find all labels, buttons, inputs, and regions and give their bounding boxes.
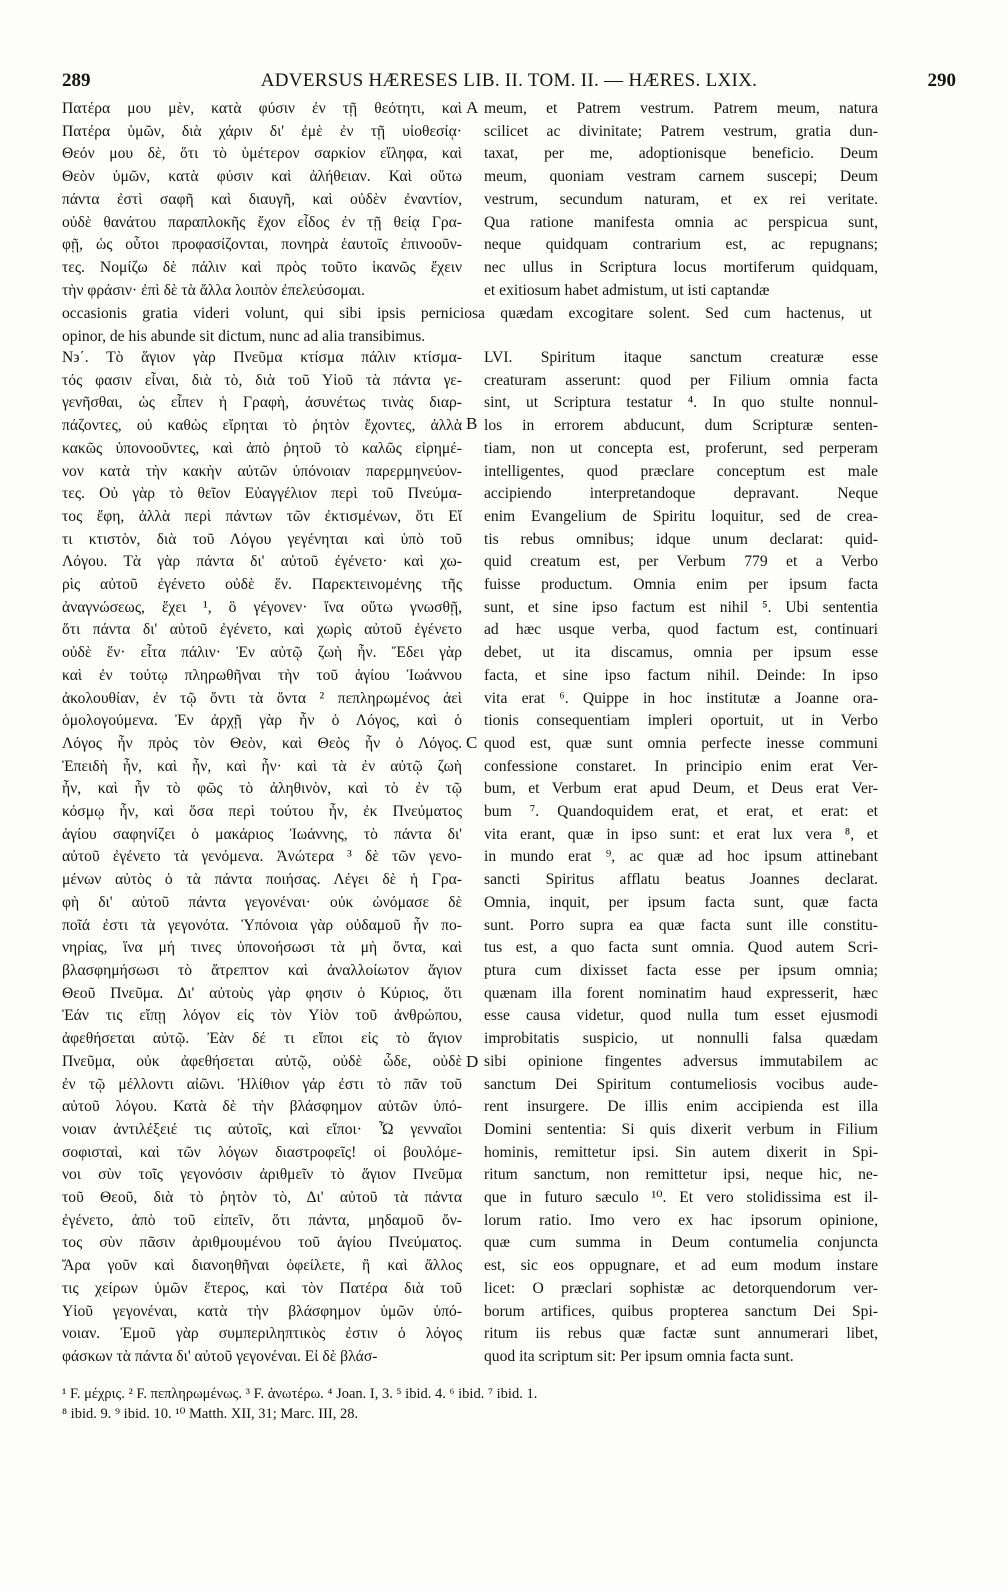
text-line: enim Evangelium de Spiritu loquitur, sed de crea- — [484, 507, 878, 525]
text-line: νοιαν ἀντιλέξειέ τις αὐτοῖς, καὶ εἴποι· Ὦ γενναῖοι — [62, 1120, 462, 1138]
text-line: μένων αὐτὸς ὁ τὰ πάντα ποιήσας. Λέγει δὲ ἡ Γρα- — [62, 871, 462, 889]
text-line: quod ita scriptum sit: Per ipsum omnia facta sunt. — [484, 1347, 794, 1365]
text-line: Θεοῦ Πνεῦμα. Δι' αὐτοὺς γὰρ φησιν ὁ Κύριος, ὅτι — [62, 984, 462, 1002]
text-line: intelligentes, quod præclare conceptum est male — [484, 462, 878, 480]
text-line: νον κατὰ τὴν κακὴν αὐτῶν ὑπόνοιαν παρερμηνεύον- — [62, 462, 462, 480]
text-line: tiam, non ut concepta est, proferunt, sed perperam — [484, 439, 878, 457]
text-line: bum, et Verbum erat apud Deum, et Deus erat Ver- — [484, 780, 878, 798]
margin-marker-b: B — [466, 414, 478, 433]
footnote-line: ¹ F. μέχρις. ² F. πεπληρωμένως. ³ F. ἀνωτέρω. ⁴ Joan. I, 3. ⁵ ibid. 4. ⁶ ibid. ⁷ ibid. 1. — [62, 1386, 538, 1402]
text-line: opinor, de his abunde sit dictum, nunc ad alia transibimus. — [62, 327, 426, 345]
text-line: Λόγος ἦν πρὸς τὸν Θεὸν, καὶ Θεὸς ἦν ὁ Λόγος. — [62, 734, 462, 752]
text-line: ρὶς αὐτοῦ ἐγένετο οὐδὲ ἕν. Παρεκτεινομένης τῆς — [62, 576, 462, 594]
text-line: tionis consequentiam impleri oportuit, ut in Verbo — [484, 712, 878, 730]
text-line: meum, quoniam vestram carnem suscepi; Deum — [484, 168, 878, 186]
text-line: licet: O præclari sophistæ ac detorquendorum ver- — [484, 1279, 878, 1297]
text-line: sibi opinione fingentes adversus immutabilem ac — [484, 1052, 878, 1070]
greek-column-top — [62, 98, 462, 302]
text-line: vita erat ⁶. Quippe in hoc institutæ a Joanne ora- — [484, 689, 878, 707]
text-line: tis rebus omnibus; idque unum declarat: quid- — [484, 530, 878, 548]
running-header — [62, 70, 956, 96]
text-line: accipiendo interpretandoque depravant. Neque — [484, 485, 878, 503]
text-line: τες. Νομίζω δὲ πάλιν καὶ πρὸς τοῦτο ἱκανῶς ἔχειν — [62, 258, 462, 276]
text-line: sanctum Dei Spiritum contumeliosis vocibus aude- — [484, 1075, 878, 1093]
text-line: taxat, per me, adoptionisque beneficio. Deum — [484, 145, 878, 163]
latin-column-main — [484, 347, 878, 1369]
text-line: πάντα ἐστὶ σαφῆ καὶ διαυγῆ, καὶ οὐδὲν ἐναντίον, — [62, 190, 462, 208]
margin-marker-c: C — [466, 733, 478, 752]
text-line: ἁγίου σαφηνίζει ὁ μακάριος Ἰωάννης, τὸ πάντα δι' — [62, 825, 462, 843]
text-line: τοῦ Θεοῦ, διὰ τὸ ῥητὸν τὸ, Δι' αὐτοῦ τὰ πάντα — [62, 1189, 462, 1207]
text-line: Ἐπειδὴ ἦν, καὶ ἦν, καὶ ἦν· καὶ τὰ ἐν αὐτῷ ζωὴ — [62, 757, 462, 775]
text-line: confessione constaret. In principio enim erat Ver- — [484, 757, 878, 775]
text-line: rent insurgere. De illis enim accipienda est illa — [484, 1098, 878, 1116]
text-line: ἀκολουθίαν, ἐν τῷ ὄντι τὰ ὄντα ² πεπληρωμένος ἀεὶ — [62, 689, 462, 707]
text-line: nec ullus in Scriptura locus mortiferum quidquam, — [484, 258, 878, 276]
text-line: ὁμολογούμενα. Ἐν ἀρχῇ γὰρ ἦν ὁ Λόγος, καὶ ὁ — [62, 712, 462, 730]
text-line: νηρίας, ἵνα μή τινες ὑπονοήσωσι τὰ μὴ ὄντα, καὶ — [62, 939, 462, 957]
running-title: ADVERSUS HÆRESES LIB. II. TOM. II. — HÆRES. LXIX. — [260, 70, 758, 91]
text-line: τος ἔφη, ἀλλὰ περὶ πάντων τῶν ἐκτισμένων, ὅτι Εἴ — [62, 507, 462, 525]
text-line: καὶ ἐν τούτῳ πληρωθῆναι τὴν τοῦ ἁγίου Ἰωάννου — [62, 666, 462, 684]
full-width-paragraph — [62, 303, 872, 348]
text-line: Ἄρα γοῦν καὶ διανοηθῆναι ὀφείλετε, ἢ καὶ ἄλλος — [62, 1257, 462, 1275]
text-line: est, sic eos oppugnare, et ad eum modum instare — [484, 1257, 878, 1275]
text-line: Θεόν μου δὲ, ὅτι τὸ ὑμέτερον σαρκίον εἴληφα, καὶ — [62, 145, 462, 163]
text-line: los in errorem abducunt, dum Scripturæ senten- — [484, 417, 878, 435]
text-line: vestrum, secundum naturam, et ex rei veritate. — [484, 190, 878, 208]
text-line: τες. Οὐ γὰρ τὸ θεῖον Εὐαγγέλιον περὶ τοῦ Πνεύμα- — [62, 485, 462, 503]
text-line: que in futuro sæculo ¹⁰. Et vero stolidissima est il- — [484, 1189, 878, 1207]
text-line: lorum ratio. Imo vero ex hac ipsorum opinione, — [484, 1211, 878, 1229]
text-line: tus est, a quo facta sunt omnia. Quod autem Scri- — [484, 939, 878, 957]
text-line: ποῖά ἐστι τὰ γεγονότα. Ὑπόνοια γὰρ οὐδαμοῦ ἦν πο- — [62, 916, 462, 934]
text-line: Θεὸν ὑμῶν, κατὰ φύσιν καὶ ἀλήθειαν. Καὶ οὕτω — [62, 168, 462, 186]
text-line: debet, ut ita discamus, omnia per ipsum esse — [484, 644, 878, 662]
text-line: esse causa videtur, quod nulla tum esset ejusmodi — [484, 1007, 878, 1025]
text-line: Domini sententia: Si quis dixerit verbum in Filium — [484, 1120, 878, 1138]
text-line: οὐδὲ ἕν· εἶτα πάλιν· Ἐν αὐτῷ ζωὴ ἦν. Ἔδει γὰρ — [62, 644, 462, 662]
text-line: οὐδὲ θανάτου παραπλοκῆς ἔχον εἶδος ἐν τῇ θείᾳ Γρα- — [62, 213, 462, 231]
text-line: Πατέρα ὑμῶν, διὰ χάριν δι' ἐμὲ ἐν τῇ υἱοθεσίᾳ· — [62, 122, 462, 140]
text-line: in mundo erat ⁹, ac quæ ad hoc ipsum attinebant — [484, 848, 878, 866]
text-line: φάσκων τὰ πάντα δι' αὐτοῦ γεγονέναι. Εἰ δὲ βλάσ- — [62, 1347, 378, 1365]
text-line: fuisse productum. Omnia enim per ipsum facta — [484, 576, 878, 594]
latin-column-top — [484, 98, 878, 302]
text-line: νοιαν. Ἐμοῦ γὰρ συμπεριληπτικὸς ἐστιν ὁ λόγος — [62, 1325, 462, 1343]
text-line: νοι σὺν τοῖς γεγονόσιν ἀριθμεῖν τὸ ἅγιον Πνεῦμα — [62, 1166, 462, 1184]
text-line: τός φασιν εἶναι, διὰ τὸ, διὰ τοῦ Υἱοῦ τὰ πάντα γε- — [62, 371, 462, 389]
text-line: αὐτοῦ ἐγένετο τὰ γενόμενα. Ἀνώτερα ³ δὲ τῶν γενο- — [62, 848, 462, 866]
text-line: ritum iis rebus quæ factæ sunt annumerari libet, — [484, 1325, 878, 1343]
text-line: ptura cum dixisset facta esse per ipsum omnia; — [484, 961, 878, 979]
text-line: quid creatum est, per Verbum 779 et a Verbo — [484, 553, 878, 571]
text-line: LVI. Spiritum itaque sanctum creaturæ esse — [484, 349, 878, 366]
text-line: φὴ δι' αὐτοῦ πάντα γεγονέναι· οὐκ ὠνόμασε δὲ — [62, 893, 462, 911]
text-line: Ἐάν τις εἴπῃ λόγον εἰς τὸν Υἱὸν τοῦ ἀνθρώπου, — [62, 1007, 462, 1025]
text-line: quod est, quæ sunt omnia perfecte inesse communi — [484, 734, 878, 752]
text-line: Λόγου. Τὰ γὰρ πάντα δι' αὐτοῦ ἐγένετο· καὶ χω- — [62, 553, 462, 571]
page-number-left: 289 — [62, 70, 91, 91]
text-line: sint, ut Scriptura testatur ⁴. In quo stulte nonnul- — [484, 394, 878, 412]
text-line: neque quidquam contrarium est, ac repugnans; — [484, 236, 878, 254]
footnote-line: ⁸ ibid. 9. ⁹ ibid. 10. ¹⁰ Matth. XII, 31; Marc. III, 28. — [62, 1406, 359, 1422]
text-line: sunt, et sine ipso factum est nihil ⁵. Ubi sententia — [484, 598, 878, 616]
text-line: hominis, remittetur ipsi. Sin autem dixerit in Spi- — [484, 1143, 878, 1161]
text-line: ὅτι πάντα δι' αὐτοῦ ἐγένετο, καὶ χωρὶς αὐτοῦ ἐγένετο — [62, 621, 462, 639]
text-line: βλασφημήσωσι τὸ ἄτρεπτον καὶ ἀναλλοίωτον ἅγιον — [62, 961, 462, 979]
text-line: τι κτιστὸν, διὰ τοῦ Λόγου γεγένηται καὶ ὑπὸ τοῦ — [62, 530, 462, 548]
text-line: borum artifices, quibus propterea sanctum Dei Spi- — [484, 1302, 878, 1320]
text-line: τος σὺν πᾶσιν ἀριθμουμένου τοῦ ἁγίου Πνεύματος. — [62, 1234, 462, 1252]
page-number-right: 290 — [927, 70, 956, 91]
text-line: τὴν φράσιν· ἐπὶ δὲ τὰ ἄλλα λοιπὸν ἐπελεύσομαι. — [62, 281, 365, 299]
text-line: sancti Spiritus afflatu beatus Joannes declarat. — [484, 871, 878, 889]
text-line: creaturam asserunt: quod per Filium omnia facta — [484, 371, 878, 389]
footnotes — [62, 1384, 892, 1424]
text-line: πάζοντες, οὐ καθὼς εἴρηται τὸ ῥητὸν ἔχοντες, ἀλλὰ — [62, 417, 462, 435]
text-line: ritum sanctum, non remittetur ipsi, neque hic, ne- — [484, 1166, 878, 1184]
margin-marker-d: D — [466, 1052, 479, 1071]
text-line: Qua ratione manifesta omnia ac perspicua sunt, — [484, 213, 878, 231]
text-line: meum, et Patrem vestrum. Patrem meum, natura — [484, 100, 878, 117]
text-line: ἐν τῷ μέλλοντι αἰῶνι. Ἠλίθιον γάρ ἐστι τὸ πᾶν τοῦ — [62, 1075, 462, 1093]
text-line: Omnia, inquit, per ipsum facta sunt, quæ facta — [484, 893, 878, 911]
text-line: occasionis gratia videri volunt, qui sibi ipsis perniciosa quædam excogitare solent. Sed cum hactenus, ut — [62, 305, 872, 322]
text-line: facta, et sine ipso factum nihil. Deinde: In ipso — [484, 666, 878, 684]
text-line: Ν϶΄. Τὸ ἅγιον γὰρ Πνεῦμα κτίσμα πάλιν κτίσμα- — [62, 349, 462, 366]
text-line: ad hæc usque verba, quod factum est, continuari — [484, 621, 878, 639]
text-line: ἀναγνώσεως, ἔχει ¹, ὃ γέγονεν· ἵνα οὕτω γνωσθῇ, — [62, 598, 462, 616]
text-line: Πνεῦμα, οὐκ ἀφεθήσεται αὐτῷ, οὐδὲ ὧδε, οὐδὲ — [62, 1052, 462, 1070]
text-line: quænam illa forent nominatim haud expresserit, hæc — [484, 984, 878, 1002]
text-line: vita erant, quæ in ipso sunt: et erat lux vera ⁸, et — [484, 825, 878, 843]
text-line: Υἱοῦ γεγονέναι, κατὰ τὴν βλάσφημον ὑμῶν ὑπό- — [62, 1302, 462, 1320]
text-line: ἀφεθήσεται αὐτῷ. Ἐὰν δέ τι εἴποι εἰς τὸ ἅγιον — [62, 1030, 462, 1048]
text-line: et exitiosum habet admistum, ut isti captandæ — [484, 281, 770, 299]
text-line: bum ⁷. Quandoquidem erat, et erat, et erat: et — [484, 803, 878, 821]
text-line: κακῶς ὑπονοοῦντες, καὶ ἀπὸ ῥητοῦ τὸ καλῶς εἰρημέ- — [62, 439, 462, 457]
text-line: σοφισταὶ, καὶ τῶν λόγων διαστροφεῖς! οἱ βουλόμε- — [62, 1143, 462, 1161]
text-line: τις χείρων ὑμῶν ἕτερος, καὶ τὸν Πατέρα διὰ τοῦ — [62, 1279, 462, 1297]
text-line: αὐτοῦ λόγου. Κατὰ δὲ τὴν βλάσφημον αὐτῶν ὑπό- — [62, 1098, 462, 1116]
text-line: κόσμῳ ἦν, καὶ ὅσα περὶ τούτου ἦν, ἐκ Πνεύματος — [62, 803, 462, 821]
text-line: ἐγένετο, ἀπὸ τοῦ εἰπεῖν, ὅτι πάντα, μηδαμοῦ ὄν- — [62, 1211, 462, 1229]
margin-marker-a: A — [466, 98, 479, 117]
text-line: quæ cum summa in Deum contumelia conjuncta — [484, 1234, 878, 1252]
text-line: scilicet ac divinitate; Patrem vestrum, gratia dun- — [484, 122, 878, 140]
text-line: improbitatis suspicio, ut nonnulli falsa quædam — [484, 1030, 878, 1048]
text-line: sunt. Porro supra ea quæ facta sunt ille constitu- — [484, 916, 878, 934]
text-line: Πατέρα μου μὲν, κατὰ φύσιν ἐν τῇ θεότητι, καὶ — [62, 100, 462, 117]
text-line: γενῆσθαι, ὡς εἶπεν ἡ Γραφὴ, ἀσυνέτως τινὰς διαρ- — [62, 394, 462, 412]
text-line: ἦν, καὶ ἦν τὸ φῶς τὸ ἀληθινὸν, καὶ τὸ ἐν τῷ — [62, 780, 462, 798]
greek-column-main — [62, 347, 462, 1369]
text-line: φῇ, ὡς οὗτοι προφασίζονται, πονηρὰ ἑαυτοῖς ἐπινοοῦν- — [62, 236, 462, 254]
